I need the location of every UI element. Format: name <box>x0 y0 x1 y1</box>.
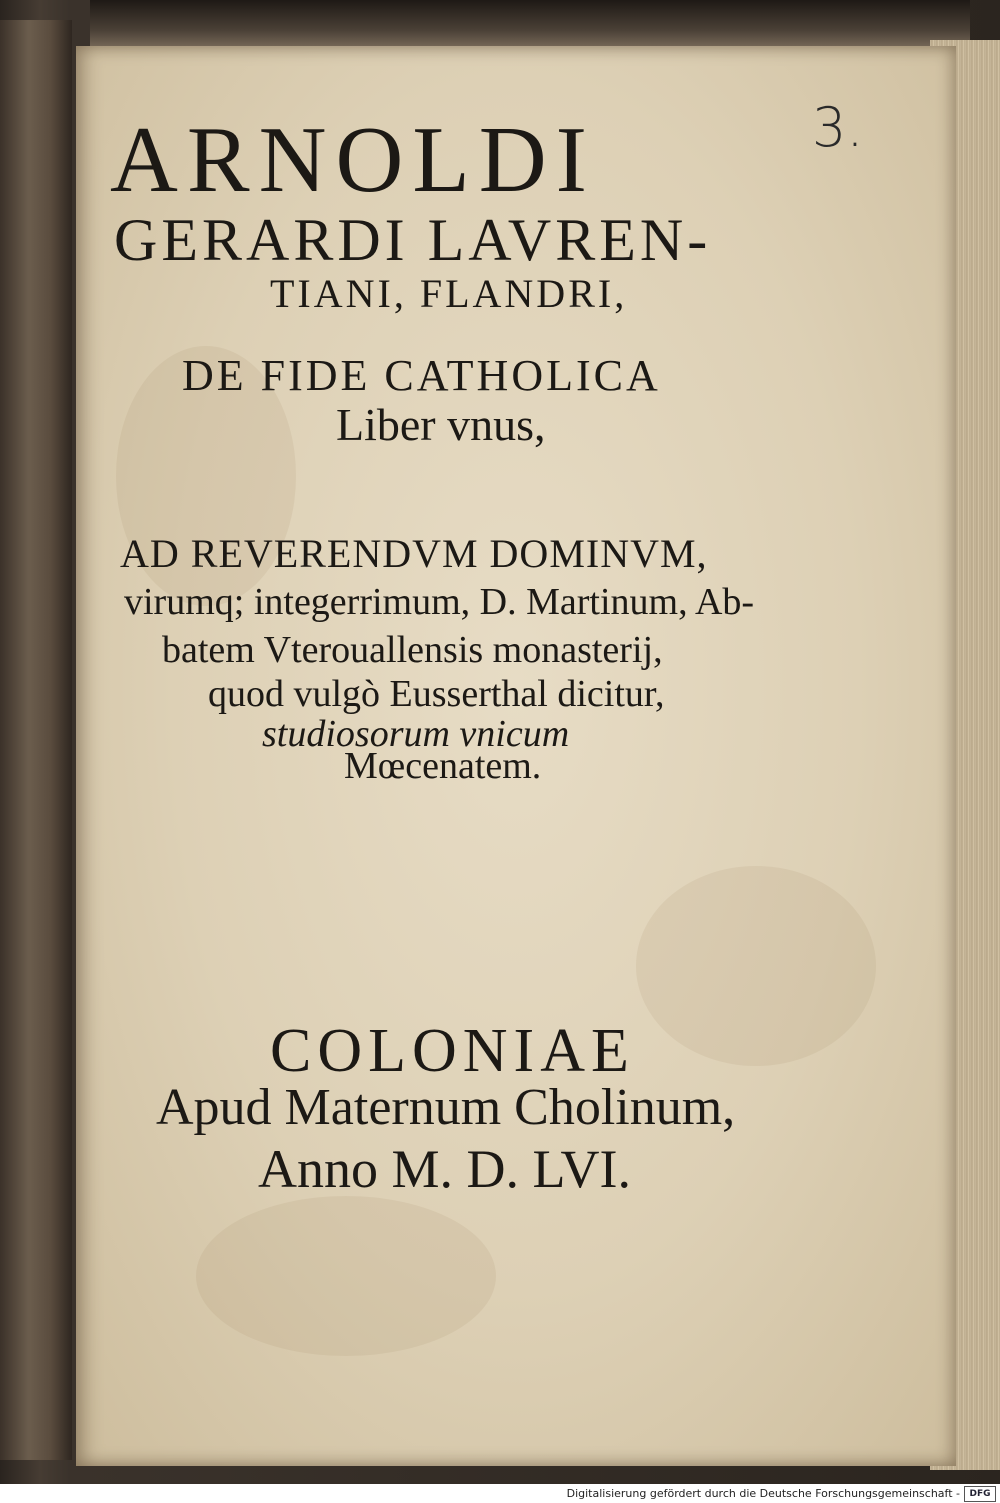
paper-stain <box>636 866 876 1066</box>
dedication-heading: AD REVERENDVM DOMINVM, <box>120 531 708 576</box>
book-subtitle: Liber vnus, <box>336 399 546 450</box>
author-name-line: GERARDI LAVREN- <box>114 207 712 273</box>
imprint-printer: Apud Maternum Cholinum, <box>156 1079 736 1136</box>
dedication-line: studiosorum vnicum <box>262 713 570 755</box>
imprint-year: Anno M. D. LVI. <box>258 1139 632 1199</box>
book-top-edge <box>90 0 970 50</box>
dedication-line: Mœcenatem. <box>344 745 542 787</box>
imprint-place: COLONIAE <box>270 1017 635 1085</box>
dedication-line: quod vulgò Eusserthal dicitur, <box>208 673 665 715</box>
folio-number: 3. <box>812 96 864 159</box>
paper-stain <box>196 1196 496 1356</box>
footer-bar <box>0 1484 1000 1503</box>
footer-credit: Digitalisierung gefördert durch die Deutsche Forschungsgemeinschaft - <box>566 1487 960 1500</box>
book-left-edge <box>0 20 72 1460</box>
book-title: DE FIDE CATHOLICA <box>182 351 661 400</box>
author-first-name: ARNOLDI <box>110 108 596 212</box>
dedication-line: virumq; integerrimum, D. Martinum, Ab- <box>124 581 755 623</box>
dedication-line: batem Vterouallensis monasterij, <box>162 629 663 671</box>
dfg-logo[interactable]: DFG <box>964 1486 996 1502</box>
author-origin-line: TIANI, FLANDRI, <box>270 271 628 316</box>
